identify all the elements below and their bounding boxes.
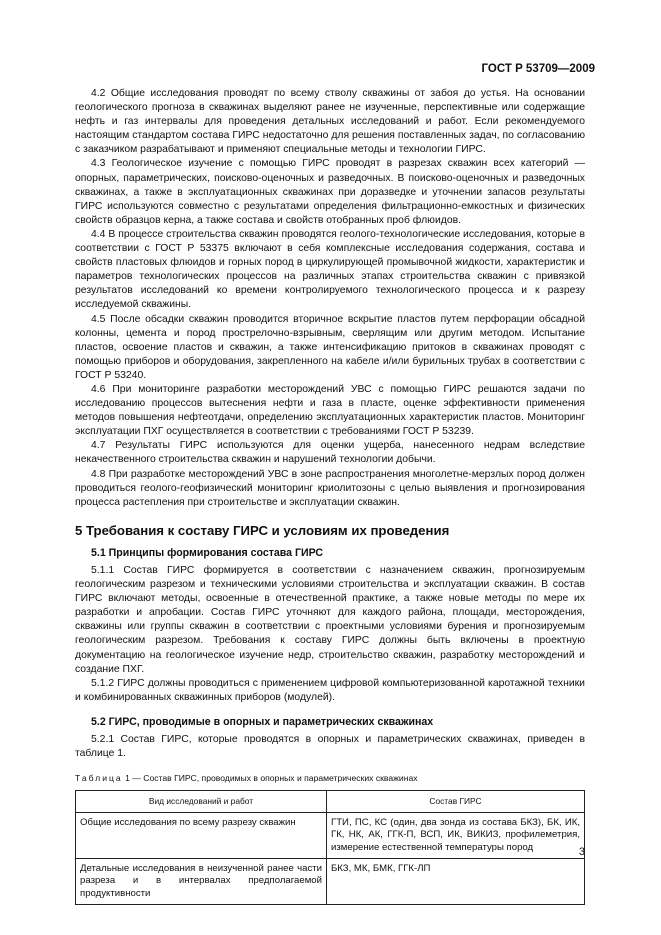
paragraph-5-2-1: 5.2.1 Состав ГИРС, которые проводятся в опорных и параметрических скважинах, приведен в таблице 1.: [75, 734, 585, 760]
table-header-cell: Вид исследований и работ: [76, 791, 327, 812]
table-1-caption: [75, 771, 585, 785]
paragraph-4-8: 4.8 При разработке месторождений УВС в зоне распространения многолетне-мерзлых пород должен проводиться геолого-геофизический мониторинг криолитозоны с целью выявления и прогнозирования процесса растепления при строительстве и эксплуатации скважин.: [75, 468, 585, 508]
page-number: 3: [578, 846, 585, 858]
paragraph-4-5: 4.5 После обсадки скважин проводится вторичное вскрытие пластов путем перфорации обсадной колонны, цемента и пород прострелочно-взрывным, сверлящим или другим методом. Испытание пластов, освоение пластов и скважин, а также интенсификацию притоков в скважинах проводят с помощью приборов и оборудования, закрепленного на кабеле и/или бурильных трубах в соответствии с ГОСТ Р 53240.: [75, 313, 585, 381]
paragraph-5-1-2: 5.1.2 ГИРС должны проводиться с применением цифровой компьютеризованной каротажной техники и комбинированных скважинных приборов (модулей).: [75, 677, 585, 703]
table-header-row: [76, 791, 585, 812]
table-1: [75, 790, 585, 905]
document-body: [75, 87, 585, 905]
table-cell: Общие исследования по всему разрезу скважин: [76, 812, 327, 858]
paragraph-4-6: 4.6 При мониторинге разработки месторождений УВС с помощью ГИРС решаются задачи по исследованию процессов вытеснения нефти и газа в пласте, оценке эффективности применения методов повышения нефтеотдачи, определению эксплуатационных характеристик пластов. Мониторинг эксплуатации ПХГ осуществляется в соответствии с требованиями ГОСТ Р 53239.: [75, 383, 585, 438]
paragraph-4-3: 4.3 Геологическое изучение с помощью ГИРС проводят в разрезах скважин всех категорий — опорных, параметрических, поисково-оценочных и разведочных. В поисково-оценочных и разведочных скважинах, а также в эксплуатационных скважинах при доразведке и уточнении запасов результаты ГИРС используются совместно с результатами определения фильтрационно-емкостных и физических свойств образцов керна, а также состава и свойств отобранных проб флюидов.: [75, 158, 585, 226]
table-row: [76, 812, 585, 858]
paragraph-4-4: 4.4 В процессе строительства скважин проводятся геолого-технологические исследования, которые в соответствии с ГОСТ Р 53375 включают в себя комплексные исследования содержания, состава и свойств пластовых флюидов и горных пород в циркулирующей промывочной жидкости, характеристик и параметров технологических процессов на различных этапах строительства скважин с привязкой результатов исследований ко времени контролируемого технологического процесса и к разрезу исследуемой скважины.: [75, 228, 585, 311]
table-row: [76, 858, 585, 904]
subsection-5-1-heading: 5.1 Принципы формирования состава ГИРС: [91, 546, 324, 559]
table-caption-text: 1 — Состав ГИРС, проводимых в опорных и параметрических скважинах: [122, 773, 418, 784]
table-caption-label: Таблица: [75, 773, 123, 784]
paragraph-4-7: 4.7 Результаты ГИРС используются для оценки ущерба, нанесенного недрам вследствие некачественного строительства скважин и нарушений технологии добычи.: [75, 440, 585, 466]
paragraph-4-2: 4.2 Общие исследования проводят по всему стволу скважины от забоя до устья. На основании геологического прогноза в скважинах выделяют ранее не изученные, перспективные или содержащие нефть и газ интервалы для проведения детальных исследований и работ. Если рекомендуемого настоящим стандартом состава ГИРС недостаточно для решения поставленных задач, по согласованию с заказчиком разрабатывают и применяют специальные методы и технологии ГИРС.: [75, 88, 585, 156]
table-cell: Детальные исследования в неизученной ранее части разреза и в интервалах предполагаемой продуктивности: [76, 858, 327, 904]
document-code: ГОСТ Р 53709—2009: [481, 63, 595, 75]
section-5-heading: 5 Требования к составу ГИРС и условиям их проведения: [75, 522, 450, 538]
paragraph-5-1-1: 5.1.1 Состав ГИРС формируется в соответствии с назначением скважин, прогнозируемым геологическим разрезом и техническими условиями строительства и эксплуатации скважин. В состав ГИРС включают методы, освоенные в отечественной практике, а также новые методы по мере их разработки и апробации. Состав ГИРС уточняют для каждого района, площади, месторождения, скважины или группы скважин в соответствии с проектными условиями бурения и прогнозируемым геологическим разрезом. Требования к составу ГИРС должны быть включены в проектную документацию на геологическое изучение недр, строительство скважин, разработку месторождений и создание ПХГ.: [75, 565, 585, 675]
table-cell: ГТИ, ПС, КС (один, два зонда из состава БКЗ), БК, ИК, ГК, НК, АК, ГГК-П, ВСП, ИК, ВИКИЗ, профилеметрия, измерение естественной температуры пород: [327, 812, 585, 858]
table-header-cell: Состав ГИРС: [327, 791, 585, 812]
subsection-5-2-heading: 5.2 ГИРС, проводимые в опорных и параметрических скважинах: [91, 715, 434, 728]
table-cell: БКЗ, МК, БМК, ГГК-ЛП: [327, 858, 585, 904]
